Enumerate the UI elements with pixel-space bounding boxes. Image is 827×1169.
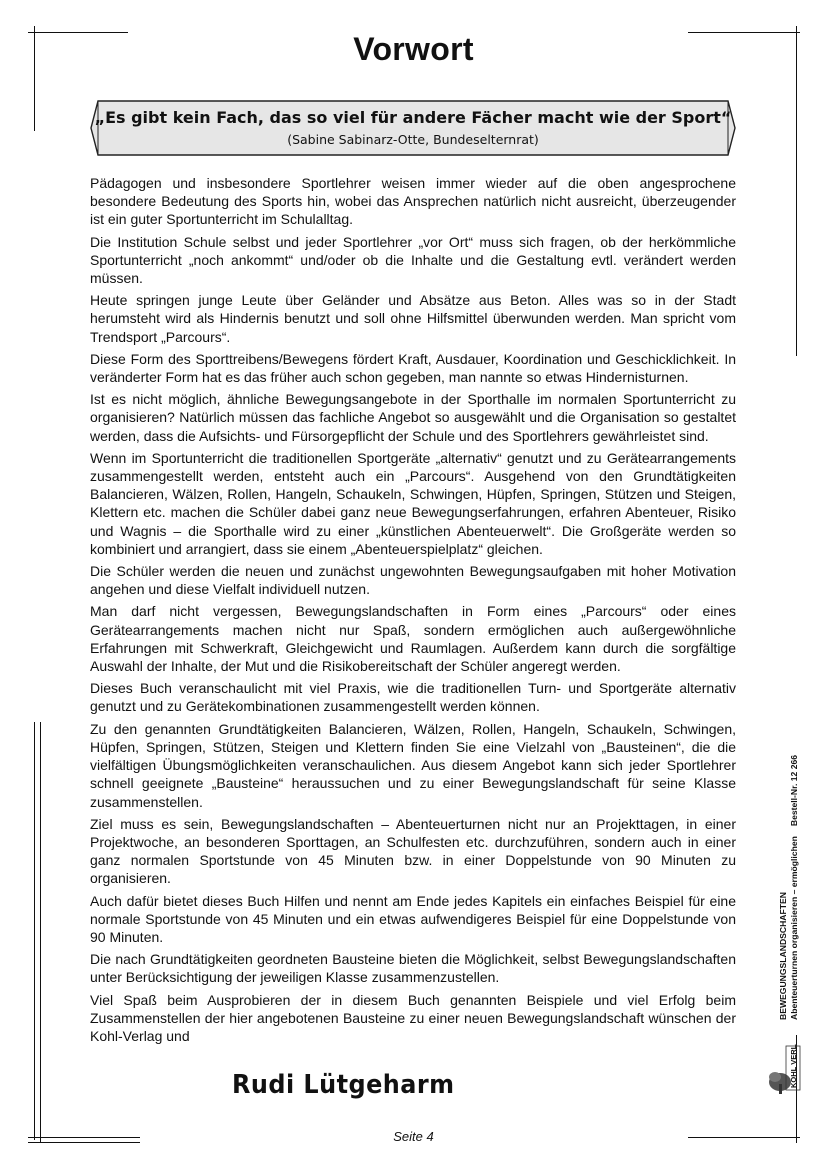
side-strip	[770, 690, 810, 1020]
tree-icon	[766, 1044, 806, 1096]
side-strip-text	[778, 690, 800, 1020]
paragraph: Pädagogen und insbesondere Sportlehrer weisen immer wieder auf die oben angesprochene besondere Bedeutung des Sports hin, wobei das Ansprechen natürlich nicht ausreicht, überzeugender ist ein guter Sportunterricht im Schulalltag.	[90, 175, 736, 228]
quote-banner	[90, 100, 736, 156]
series-subtitle: Abenteuerturnen organisieren – ermöglichen	[789, 836, 799, 1020]
author-signature: Rudi Lütgeharm	[232, 1070, 455, 1100]
paragraph: Die Schüler werden die neuen und zunächst ungewohnten Bewegungsaufgaben mit hoher Motivation angehen und diese Vielfalt individuell nutzen.	[90, 563, 736, 598]
paragraph: Man darf nicht vergessen, Bewegungslandschaften in Form eines „Parcours“ oder eines Gerätearrangements machen nicht nur Spaß, sondern ermöglichen auch außergewöhnliche Erfahrungen mit Schwerkraft, Gleichgewicht und Raumlagen. Außerdem kann durch die sorgfältige Auswahl der Inhalte, der Mut und die Risikobereitschaft der Schüler angeregt werden.	[90, 603, 736, 675]
frame-line	[34, 722, 35, 1140]
paragraph: Dieses Buch veranschaulicht mit viel Praxis, wie die traditionellen Turn- und Sportgeräte alternativ genutzt und zu Gerätekombinationen zusammengestellt werden können.	[90, 680, 736, 715]
paragraph: Diese Form des Sporttreibens/Bewegens fördert Kraft, Ausdauer, Koordination und Geschicklichkeit. In veränderter Form hat es das früher auch schon gegeben, man nannte so etwas Hindernisturnen.	[90, 350, 736, 386]
paragraph: Ist es nicht möglich, ähnliche Bewegungsangebote in der Sporthalle im normalen Sportunterricht zu organisieren? Natürlich müssen das fachliche Angebot so ausgewählt und die Organisation so gestaltet werden, dass die Aufsichts- und Fürsorgepflicht der Schule und des Sportlehrers gewährleistet sind.	[90, 391, 736, 444]
paragraph: Die Institution Schule selbst und jeder Sportlehrer „vor Ort“ muss sich fragen, ob der herkömmliche Sportunterricht „noch ankommt“ und/oder ob die Inhalte und die Gestaltung evtl. verändert werden müssen.	[90, 233, 736, 287]
frame-line	[40, 722, 41, 1142]
paragraph: Heute springen junge Leute über Geländer und Absätze aus Beton. Alles was so in der Stadt herumsteht wird als Hindernis benutzt und soll ohne Hilfsmittel überwunden werden. Man spricht vom Trendsport „Parcours“.	[90, 292, 736, 345]
paragraph: Viel Spaß beim Ausprobieren der in diesem Buch genannten Beispiele und viel Erfolg beim Zusammenstellen der hier angebotenen Bausteine zu einer neuen Bewegungslandschaft wünschen der Kohl-Verlag und	[90, 991, 736, 1044]
paragraph: Auch dafür bietet dieses Buch Hilfen und nennt am Ende jedes Kapitels ein einfaches Beispiel für eine normale Sportstunde von 45 Minuten und ein etwas aufwendigeres Beispiel für eine Doppelstunde von 90 Minuten.	[90, 892, 736, 945]
paragraph: Zu den genannten Grundtätigkeiten Balancieren, Wälzen, Rollen, Hangeln, Schaukeln, Schwingen, Hüpfen, Springen, Stützen, Steigen und Klettern finden Sie eine Vielzahl von „Bausteinen“, die die vielfältigen Übungsmöglichkeiten veranschaulichen. Aus diesem Angebot kann sich jeder Sportlehrer schnell geeignete „Bausteine“ heraussuchen und zu einer Bewegungslandschaft für seine Klasse zusammenstellen.	[90, 720, 736, 810]
frame-line	[796, 26, 797, 356]
publisher-name: KOHL VERLAG	[789, 1044, 798, 1088]
page-number: Seite 4	[393, 1129, 434, 1144]
publisher-logo	[766, 1044, 806, 1096]
quote-text: „Es gibt kein Fach, das so viel für andere Fächer macht wie der Sport“	[94, 108, 732, 127]
series-subtitle-row	[789, 690, 800, 1020]
paragraph: Wenn im Sportunterricht die traditionellen Sportgeräte „alternativ“ genutzt und zu Gerätearrangements zusammengestellt werden, entsteht auch ein „Parcours“. Ausgehend von den Grundtätigkeiten Balancieren, Wälzen, Rollen, Hangeln, Schaukeln, Schwingen, Hüpfen, Springen, Stützen und Steigen, Klettern etc. machen die Schüler dabei ganz neue Bewegungserfahrungen, erfahren Abenteuer, Risiko und Wagnis – die Sporthalle wird zu einer „künstlichen Abenteuerwelt“. Die Großgeräte werden so kombiniert und arrangiert, dass sie einem „Abenteuerspielplatz“ gleichen.	[90, 449, 736, 557]
order-number: Bestell-Nr. 12 266	[789, 754, 799, 827]
series-title: BEWEGUNGSLANDSCHAFTEN	[778, 892, 788, 1020]
page-title: Vorwort	[353, 31, 474, 67]
quote-source: (Sabine Sabinarz-Otte, Bundeselternrat)	[287, 132, 539, 147]
body-text	[90, 174, 736, 1049]
paragraph: Ziel muss es sein, Bewegungslandschaften – Abenteuerturnen nicht nur an Projekttagen, in einer Projektwoche, an besonderen Sporttagen, an Schulfesten etc. durchzuführen, sondern auch in einer ganz normalen Sportstunde von 45 Minuten bzw. in einer Doppelstunde von 90 Minuten zu organisieren.	[90, 815, 736, 887]
paragraph: Die nach Grundtätigkeiten geordneten Bausteine bieten die Möglichkeit, selbst Bewegungslandschaften unter Berücksichtigung der jeweiligen Klasse zusammenzustellen.	[90, 951, 736, 986]
